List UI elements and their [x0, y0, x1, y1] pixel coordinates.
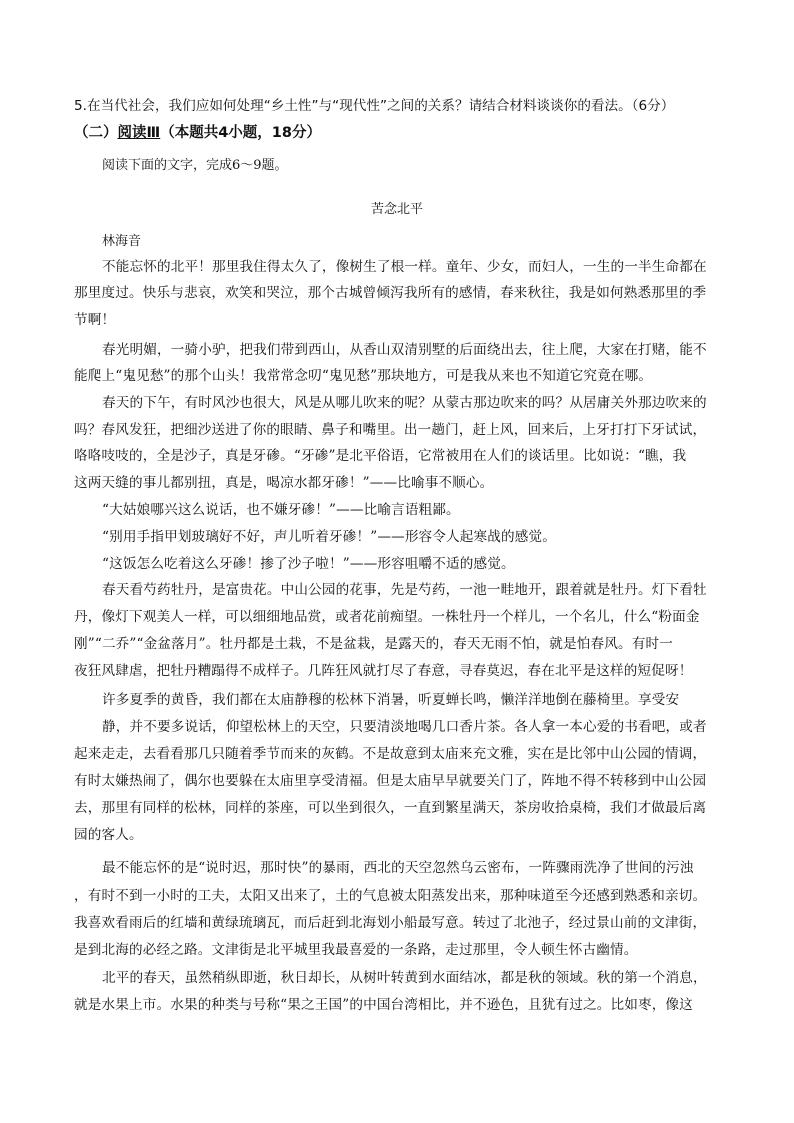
article-line: 春天的下午，有时风沙也很大，风是从哪儿吹来的呢？从蒙古那边吹来的吗？从居庸关外那边吹来的 [102, 395, 707, 411]
article-line: 春光明媚，一骑小驴，把我们带到西山，从香山双清别墅的后面绕出去，往上爬，大家在打赌，能不 [102, 342, 707, 358]
article-line: 最不能忘怀的是“说时迟，那时快”的暴雨，西北的天空忽然乌云密布，一阵骤雨洗净了世间的污浊 [102, 860, 694, 876]
article-line: 起来走走，去看看那几只随着季节而来的灰鹤。不是故意到太庙来充文雅，实在是比邻中山公园的情调， [74, 746, 707, 762]
article-line: 刚”“二乔”“金盆落月”。牡丹都是土栽，不是盆栽，是露天的，春天无雨不怕，就是怕春风。有时一 [74, 636, 673, 652]
question-5: 5.在当代社会，我们应如何处理“乡土性”与“现代性”之间的关系？请结合材料谈谈你的看法。（6分） [74, 98, 675, 114]
article-line: 那里度过。快乐与悲哀，欢笑和哭泣，那个古城曾倾泻我所有的感情，春来秋往，我是如何熟悉那里的季 [74, 285, 707, 301]
article-line: 咯咯吱吱的，全是沙子，真是牙碜。“牙碜”是北平俗语，它常被用在人们的谈话里。比如说：“瞧，我 [74, 448, 687, 464]
article-line: 有时太嫌热闹了，偶尔也要躲在太庙里享受清福。但是太庙早早就要关门了，阵地不得不转移到中山公园 [74, 773, 707, 789]
article-line: 这两天缝的事儿都别扭，真是，喝凉水都牙碜！”——比喻事不顺心。 [74, 475, 494, 491]
article-line: 节啊！ [74, 312, 116, 328]
section-prefix: （二） [74, 125, 118, 141]
article-line: “大姑娘哪兴这么说话，也不嫌牙碜！”——比喻言语粗鄙。 [102, 502, 460, 518]
article-line: 静，并不要多说话，仰望松林上的天空，只要清淡地喝几口香片茶。各人拿一本心爱的书看吧，或者 [102, 719, 707, 735]
article-line: 园的客人。 [74, 827, 143, 843]
article-line: 夜狂风肆虐，把牡丹糟蹋得不成样子。几阵狂风就打尽了春意，寻春莫迟，春在北平是这样的短促呀！ [74, 663, 693, 679]
article-line: ，有时不到一小时的工夫，太阳又出来了，土的气息被太阳蒸发出来，那种味道至今还感到熟悉和亲切。 [74, 888, 707, 904]
article-author: 林海音 [102, 234, 142, 249]
article-line: 春天看芍药牡丹，是富贵花。中山公园的花事，先是芍药，一池一畦地开，跟着就是牡丹。灯下看牡 [102, 582, 707, 598]
section-heading [74, 123, 574, 143]
section-suffix: （本题共4小题，18分） [160, 125, 321, 141]
article-line: “这饭怎么吃着这么牙碜！掺了沙子啦！”——形容咀嚼不适的感觉。 [102, 556, 515, 572]
article-line: “别用手指甲划玻璃好不好，声儿听着牙碜！”——形容令人起寒战的感觉。 [102, 529, 556, 545]
article-line: 就是水果上市。水果的种类与号称“果之王国”的中国台湾相比，并不逊色，且犹有过之。比如枣，像这 [74, 997, 693, 1013]
article-title: 苦念北平 [370, 202, 423, 217]
section-name: 阅读Ⅲ [117, 125, 161, 141]
reading-instruction: 阅读下面的文字，完成6～9题。 [102, 158, 288, 173]
article-line: 丹，像灯下观美人一样，可以细细地品赏，或者花前痴望。一株牡丹一个样儿，一个名儿，什么“粉面金 [74, 609, 700, 625]
article-line: 去，那里有同样的松林，同样的茶座，可以坐到很久，一直到繁星满天，茶房收拾桌椅，我们才做最后离 [74, 800, 707, 816]
article-line: 能爬上“鬼见愁”的那个山头！我常常念叨“鬼见愁”那块地方，可是我从来也不知道它究竟在哪。 [74, 368, 653, 384]
article-line: 吗？春风发狂，把细沙送进了你的眼睛、鼻子和嘴里。出一趟门，赶上风，回来后，上牙打打下牙试试， [74, 422, 707, 438]
article-line: 北平的春天，虽然稍纵即逝，秋日却长，从树叶转黄到水面结冰，都是秋的领域。秋的第一个消息， [102, 970, 707, 986]
article-line: 是到北海的必经之路。文津街是北平城里我最喜爱的一条路，走过那里，令人顿生怀古幽情。 [74, 942, 638, 958]
article-line: 许多夏季的黄昏，我们都在太庙静穆的松林下消暑，听夏蝉长鸣，懒洋洋地倒在藤椅里。享受安 [102, 692, 680, 708]
article-line: 我喜欢看雨后的红墙和黄绿琉璃瓦，而后赶到北海划小船最写意。转过了北池子，经过景山前的文津街， [74, 915, 707, 931]
article-line: 不能忘怀的北平！那里我住得太久了，像树生了根一样。童年、少女，而妇人，一生的一半生命都在 [102, 259, 707, 275]
